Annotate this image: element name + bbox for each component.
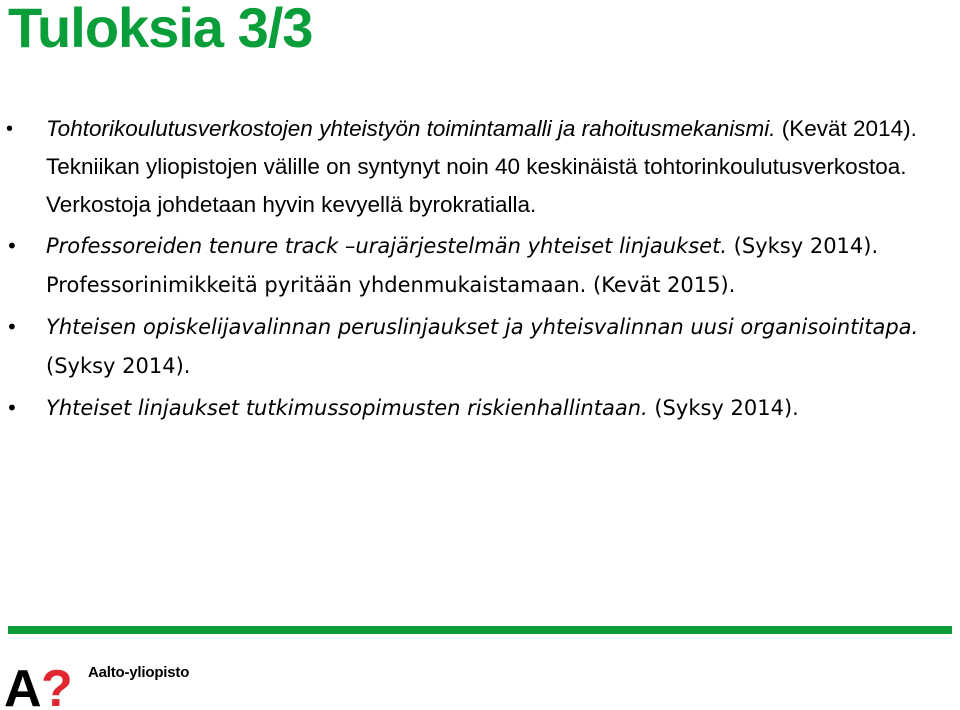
- footer-divider: [8, 626, 952, 634]
- logo-question-mark: ?: [41, 662, 73, 708]
- bullet-item-italic: Professoreiden tenure track –urajärjestelmän yhteiset linjaukset.: [46, 234, 727, 258]
- list-item: [6, 110, 946, 224]
- bullet-item-text: (Syksy 2014).: [46, 354, 191, 378]
- bullet-item-text: (Syksy 2014). Professorinimikkeitä pyritään yhdenmukaistamaan. (Kevät 2015).: [46, 234, 879, 297]
- logo-letter: A: [4, 662, 42, 708]
- bullet-item-italic: Yhteisen opiskelijavalinnan peruslinjaukset ja yhteisvalinnan uusi organisointitapa.: [46, 315, 919, 339]
- list-item: [6, 389, 946, 428]
- bullet-icon: •: [6, 396, 18, 420]
- list-item: [6, 227, 946, 305]
- bullet-list: [6, 110, 946, 431]
- list-item: [6, 308, 946, 386]
- bullet-icon: •: [6, 315, 18, 339]
- bullet-item-italic: Tohtorikoulutusverkostojen yhteistyön toimintamalli ja rahoitusmekanismi.: [46, 116, 776, 141]
- bullet-item-italic: Yhteiset linjaukset tutkimussopimusten riskienhallintaan.: [46, 396, 648, 420]
- bullet-item-text: (Kevät 2014). Tekniikan yliopistojen välille on syntynyt noin 40 keskinäistä tohtorinkoulutusverkostoa. Verkostoja johdetaan hyvin kevyellä byrokratialla.: [46, 116, 917, 217]
- bullet-item-text: (Syksy 2014).: [647, 396, 799, 420]
- aalto-logo-icon: [4, 662, 80, 708]
- institution-name: Aalto-yliopisto: [88, 664, 190, 681]
- bullet-icon: •: [6, 118, 14, 140]
- bullet-icon: •: [6, 234, 18, 258]
- page-title: Tuloksia 3/3: [8, 0, 313, 59]
